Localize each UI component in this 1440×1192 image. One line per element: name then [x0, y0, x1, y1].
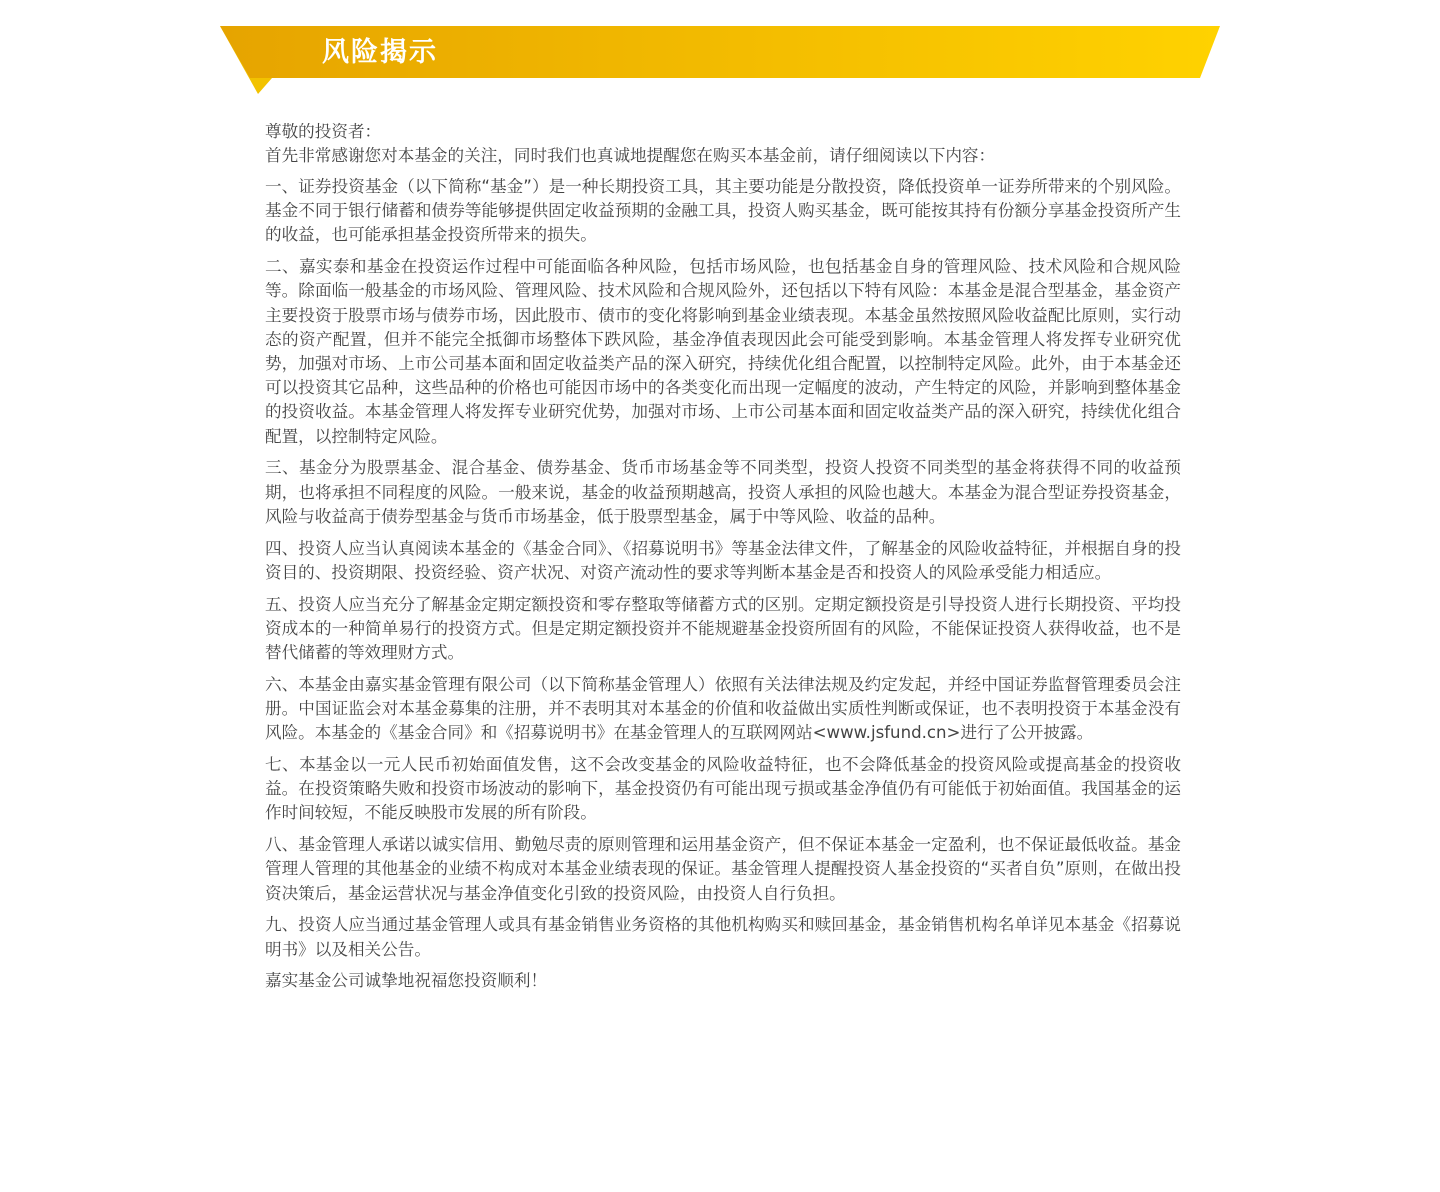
paragraph-2: 二、嘉实泰和基金在投资运作过程中可能面临各种风险，包括市场风险，也包括基金自身的管理风险、技术风险和合规风险等。除面临一般基金的市场风险、管理风险、技术风险和合规风险外，还包括以下特有风险：本基金是混合型基金，基金资产主要投资于股票市场与债券市场，因此股市、债市的变化将影响到基金业绩表现。本基金虽然按照风险收益配比原则，实行动态的资产配置，但并不能完全抵御市场整体下跌风险，基金净值表现因此会可能受到影响。本基金管理人将发挥专业研究优势，加强对市场、上市公司基本面和固定收益类产品的深入研究，持续优化组合配置，以控制特定风险。此外，由于本基金还可以投资其它品种，这些品种的价格也可能因市场中的各类变化而出现一定幅度的波动，产生特定的风险，并影响到整体基金的投资收益。本基金管理人将发挥专业研究优势，加强对市场、上市公司基本面和固定收益类产品的深入研究，持续优化组合配置，以控制特定风险。	[265, 257, 1181, 446]
paragraph-8: 八、基金管理人承诺以诚实信用、勤勉尽责的原则管理和运用基金资产，但不保证本基金一定盈利，也不保证最低收益。基金管理人管理的其他基金的业绩不构成对本基金业绩表现的保证。基金管理人提醒投资人基金投资的“买者自负”原则，在做出投资决策后，基金运营状况与基金净值变化引致的投资风险，由投资人自行负担。	[265, 835, 1181, 903]
paragraph-9: 九、投资人应当通过基金管理人或具有基金销售业务资格的其他机构购买和赎回基金，基金销售机构名单详见本基金《招募说明书》以及相关公告。	[265, 915, 1181, 959]
disclosure-content	[265, 120, 1181, 994]
paragraph-6: 六、本基金由嘉实基金管理有限公司（以下简称基金管理人）依照有关法律法规及约定发起，并经中国证券监督管理委员会注册。中国证监会对本基金募集的注册，并不表明其对本基金的价值和收益做出实质性判断或保证，也不表明投资于本基金没有风险。本基金的《基金合同》和《招募说明书》在基金管理人的互联网网站<www.jsfund.cn>进行了公开披露。	[265, 674, 1181, 743]
paragraph-1: 一、证券投资基金（以下简称“基金”）是一种长期投资工具，其主要功能是分散投资，降低投资单一证券所带来的个别风险。基金不同于银行储蓄和债券等能够提供固定收益预期的金融工具，投资人购买基金，既可能按其持有份额分享基金投资所产生的收益，也可能承担基金投资所带来的损失。	[265, 177, 1181, 245]
greeting: 尊敬的投资者：	[265, 122, 382, 141]
intro-text: 首先非常感谢您对本基金的关注，同时我们也真诚地提醒您在购买本基金前，请仔细阅读以下内容：	[265, 146, 996, 165]
paragraph-3: 三、基金分为股票基金、混合基金、债券基金、货币市场基金等不同类型，投资人投资不同类型的基金将获得不同的收益预期，也将承担不同程度的风险。一般来说，基金的收益预期越高，投资人承担的风险也越大。本基金为混合型证券投资基金，风险与收益高于债券型基金与货币市场基金，低于股票型基金，属于中等风险、收益的品种。	[265, 458, 1181, 526]
section-banner	[220, 26, 1220, 94]
closing-text: 嘉实基金公司诚挚地祝福您投资顺利！	[265, 971, 548, 991]
banner-title: 风险揭示	[322, 37, 438, 68]
paragraph-7: 七、本基金以一元人民币初始面值发售，这不会改变基金的风险收益特征，也不会降低基金的投资风险或提高基金的投资收益。在投资策略失败和投资市场波动的影响下，基金投资仍有可能出现亏损或基金净值仍有可能低于初始面值。我国基金的运作时间较短，不能反映股市发展的所有阶段。	[265, 755, 1181, 823]
paragraph-5: 五、投资人应当充分了解基金定期定额投资和零存整取等储蓄方式的区别。定期定额投资是引导投资人进行长期投资、平均投资成本的一种简单易行的投资方式。但是定期定额投资并不能规避基金投资所固有的风险，不能保证投资人获得收益，也不是替代储蓄的等效理财方式。	[265, 594, 1181, 663]
paragraph-4: 四、投资人应当认真阅读本基金的《基金合同》、《招募说明书》等基金法律文件，了解基金的风险收益特征，并根据自身的投资目的、投资期限、投资经验、资产状况、对资产流动性的要求等判断本基金是否和投资人的风险承受能力相适应。	[265, 538, 1181, 582]
